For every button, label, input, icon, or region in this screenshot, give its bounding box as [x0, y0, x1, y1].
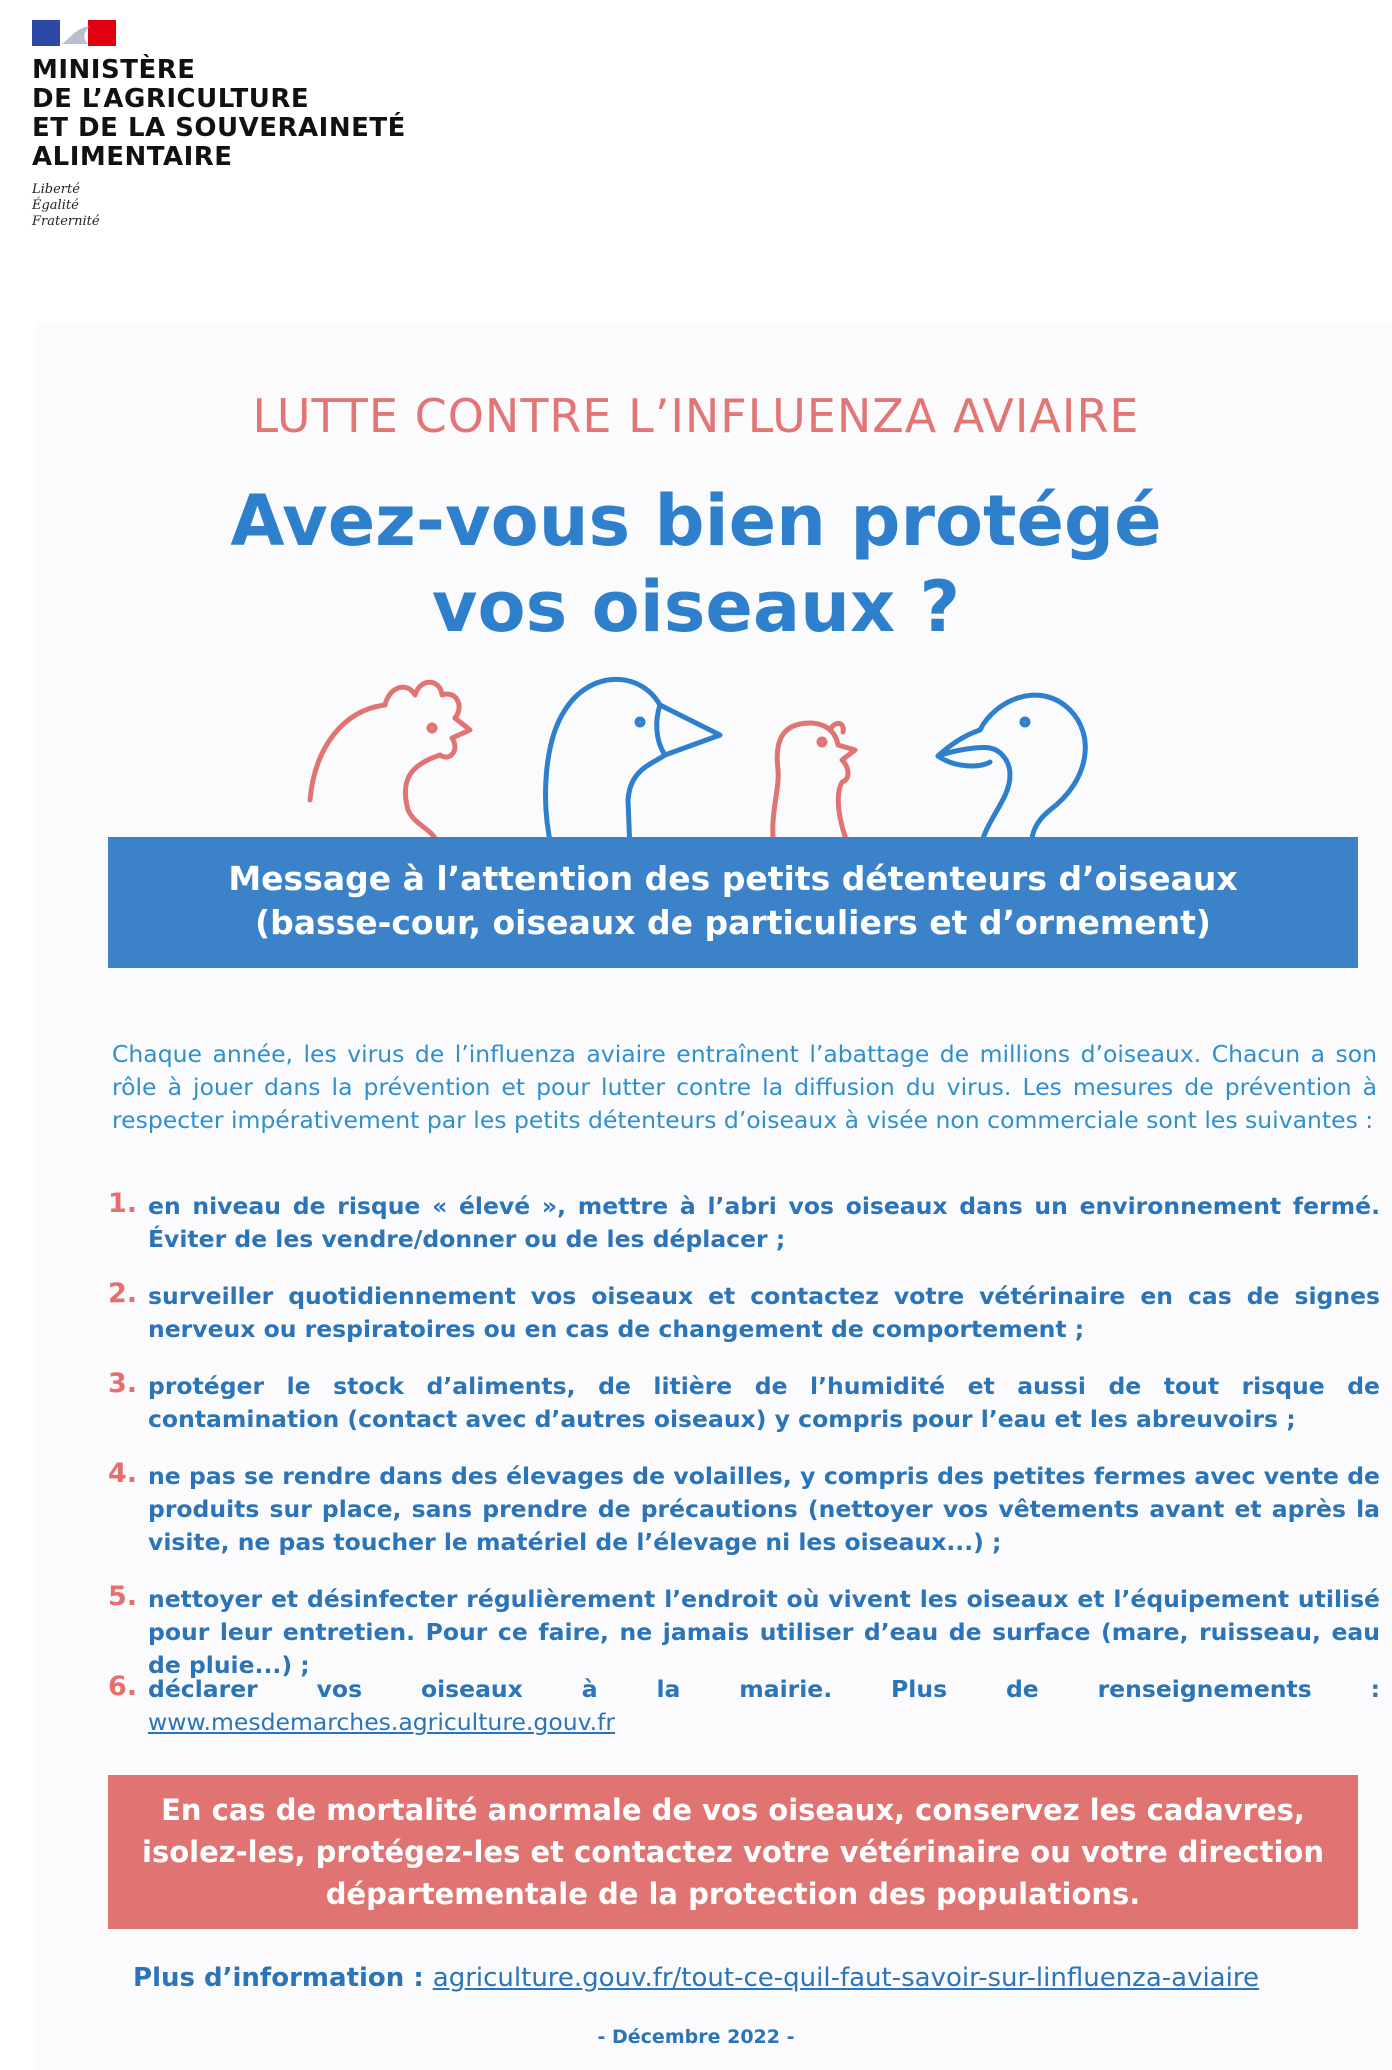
ministry-line: DE L’AGRICULTURE: [32, 84, 310, 114]
list-item: [100, 1370, 1380, 1436]
alert-line: En cas de mortalité anormale de vos oiseaux, conservez les cadavres,: [161, 1793, 1305, 1827]
title-line: vos oiseaux ?: [431, 566, 961, 648]
poster-title: [0, 478, 1392, 650]
ministry-name: [32, 56, 552, 172]
ministry-line: MINISTÈRE: [32, 55, 196, 85]
motto-line: Liberté: [32, 182, 80, 197]
item-text-part: déclarer vos oiseaux à la mairie. Plus de renseignements :: [148, 1675, 1380, 1703]
intro-paragraph: Chaque année, les virus de l’influenza aviaire entraînent l’abattage de millions d’oiseaux. Chacun a son rôle à jouer dans la prévention et pour lutter contre la diffusion du virus. Les mesures de prévention à respecter impérativement par les petits détenteurs d’oiseaux à visée non commerciale sont les suivantes :: [112, 1040, 1377, 1134]
mesdemarches-link[interactable]: www.mesdemarches.agriculture.gouv.fr: [148, 1708, 616, 1736]
item-number: 3.: [108, 1368, 138, 1399]
item-number: 2.: [108, 1278, 138, 1309]
banner-line: (basse-cour, oiseaux de particuliers et d’ornement): [254, 903, 1211, 942]
turkey-icon: [773, 723, 855, 850]
duck-icon: [938, 695, 1085, 850]
more-info-label: Plus d’information :: [133, 1963, 433, 1993]
item-text: nettoyer et désinfecter régulièrement l’endroit où vivent les oiseaux et l’équipement utilisé pour leur entretien. Pour ce faire, ne jamais utiliser d’eau de surface (mare, ruisseau, eau de pluie...) ;: [148, 1585, 1380, 1679]
goose-icon: [546, 679, 720, 850]
more-info: [0, 1960, 1392, 1996]
list-item: [100, 1673, 1380, 1739]
list-item: [100, 1583, 1380, 1682]
republic-motto: [32, 182, 552, 230]
more-info-link[interactable]: agriculture.gouv.fr/tout-ce-quil-faut-savoir-sur-linfluenza-aviaire: [432, 1963, 1259, 1993]
alert-line: isolez-les, protégez-les et contactez votre vétérinaire ou votre direction: [142, 1835, 1324, 1869]
publication-date: - Décembre 2022 -: [597, 2026, 795, 2048]
item-text: protéger le stock d’aliments, de litière de l’humidité et aussi de tout risque de contamination (contact avec d’autres oiseaux) y compris pour l’eau et les abreuvoirs ;: [148, 1372, 1380, 1433]
poster-kicker: LUTTE CONTRE L’INFLUENZA AVIAIRE: [252, 389, 1140, 443]
birds-illustration: [290, 650, 1170, 850]
chicken-icon: [310, 682, 470, 840]
audience-banner: [108, 837, 1358, 968]
item-text: ne pas se rendre dans des élevages de volailles, y compris des petites fermes avec vente de produits sur place, sans prendre de précautions (nettoyer vos vêtements avant et après la visite, ne pas toucher le matériel de l’élevage ni les oiseaux...) ;: [148, 1462, 1380, 1556]
list-item: [100, 1190, 1380, 1256]
mortality-alert: [108, 1775, 1358, 1929]
title-line: Avez-vous bien protégé: [230, 480, 1162, 562]
item-number: 5.: [108, 1581, 138, 1612]
item-number: 1.: [108, 1188, 138, 1219]
list-item: [100, 1460, 1380, 1559]
item-number: 4.: [108, 1458, 138, 1489]
alert-line: départementale de la protection des populations.: [325, 1877, 1141, 1911]
item-text: surveiller quotidiennement vos oiseaux et contactez votre vétérinaire en cas de signes nerveux ou respiratoires ou en cas de changement de comportement ;: [148, 1282, 1380, 1343]
item-text: [148, 1673, 1380, 1739]
banner-line: Message à l’attention des petits détenteurs d’oiseaux: [228, 859, 1238, 898]
marianne-logo: [32, 18, 118, 48]
motto-line: Fraternité: [32, 214, 100, 229]
ministry-line: ET DE LA SOUVERAINETÉ: [32, 113, 406, 143]
item-text: en niveau de risque « élevé », mettre à l’abri vos oiseaux dans un environnement fermé. Éviter de les vendre/donner ou de les déplacer ;: [148, 1192, 1380, 1253]
item-number: 6.: [108, 1671, 138, 1702]
motto-line: Égalité: [32, 198, 79, 213]
ministry-line: ALIMENTAIRE: [32, 142, 233, 172]
ministry-header: [32, 18, 552, 230]
list-item: [100, 1280, 1380, 1346]
